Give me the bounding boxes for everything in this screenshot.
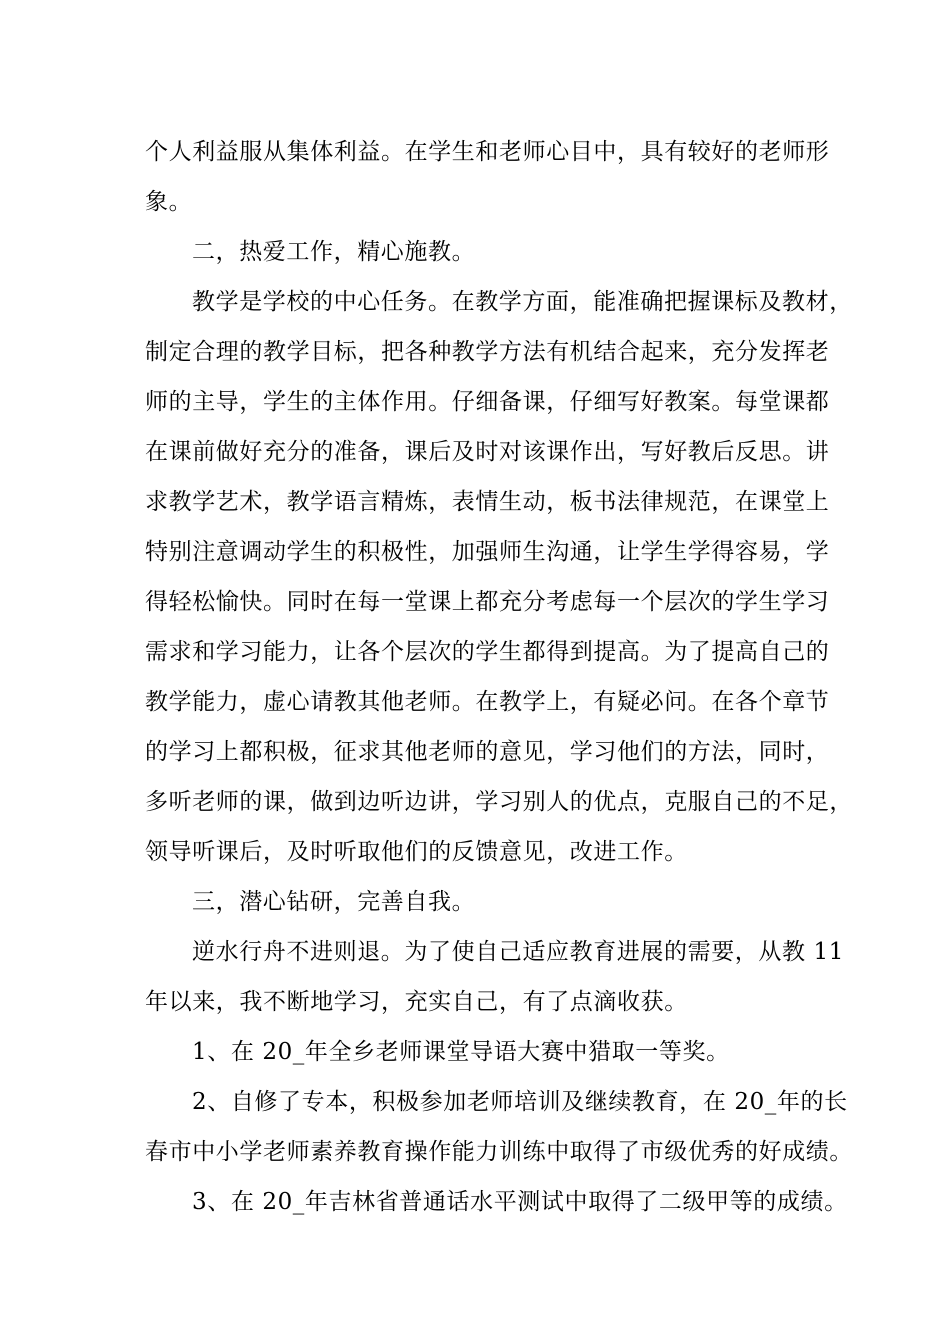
paragraph-line: 制定合理的教学目标，把各种教学方法有机结合起来，充分发挥老 — [145, 339, 830, 365]
list-item: 3、在 20_年吉林省普通话水平测试中取得了二级甲等的成绩。 — [192, 1189, 848, 1215]
paragraph-line: 需求和学习能力，让各个层次的学生都得到提高。为了提高自己的 — [145, 639, 830, 665]
list-item-continuation: 春市中小学老师素养教育操作能力训练中取得了市级优秀的好成绩。 — [145, 1139, 853, 1165]
paragraph-line: 得轻松愉快。同时在每一堂课上都充分考虑每一个层次的学生学习 — [145, 589, 830, 615]
paragraph-line: 在课前做好充分的准备，课后及时对该课作出，写好教后反思。讲 — [145, 439, 830, 465]
paragraph-line: 领导听课后，及时听取他们的反馈意见，改进工作。 — [145, 839, 688, 865]
paragraph-line: 特别注意调动学生的积极性，加强师生沟通，让学生学得容易，学 — [145, 539, 830, 565]
paragraph-line: 逆水行舟不进则退。为了使自己适应教育进展的需要，从教 11 — [192, 939, 844, 965]
paragraph-line: 教学是学校的中心任务。在教学方面，能准确把握课标及教材， — [192, 289, 853, 315]
list-item: 1、在 20_年全乡老师课堂导语大赛中猎取一等奖。 — [192, 1039, 730, 1065]
paragraph-line: 多听老师的课，做到边听边讲，学习别人的优点，克服自己的不足， — [145, 789, 853, 815]
section-heading: 二，热爱工作，精心施教。 — [192, 239, 476, 265]
paragraph-line: 个人利益服从集体利益。在学生和老师心目中，具有较好的老师形 — [145, 139, 830, 165]
paragraph-line: 的学习上都积极，征求其他老师的意见，学习他们的方法，同时， — [145, 739, 830, 765]
paragraph-line: 教学能力，虚心请教其他老师。在教学上，有疑必问。在各个章节 — [145, 689, 830, 715]
paragraph-line: 象。 — [145, 189, 193, 215]
section-heading: 三，潜心钻研，完善自我。 — [192, 889, 476, 915]
list-item: 2、自修了专本，积极参加老师培训及继续教育，在 20_年的长 — [192, 1089, 848, 1115]
paragraph-line: 年以来，我不断地学习，充实自己，有了点滴收获。 — [145, 989, 688, 1015]
paragraph-line: 求教学艺术，教学语言精炼，表情生动，板书法律规范，在课堂上 — [145, 489, 830, 515]
paragraph-line: 师的主导，学生的主体作用。仔细备课，仔细写好教案。每堂课都 — [145, 389, 830, 415]
